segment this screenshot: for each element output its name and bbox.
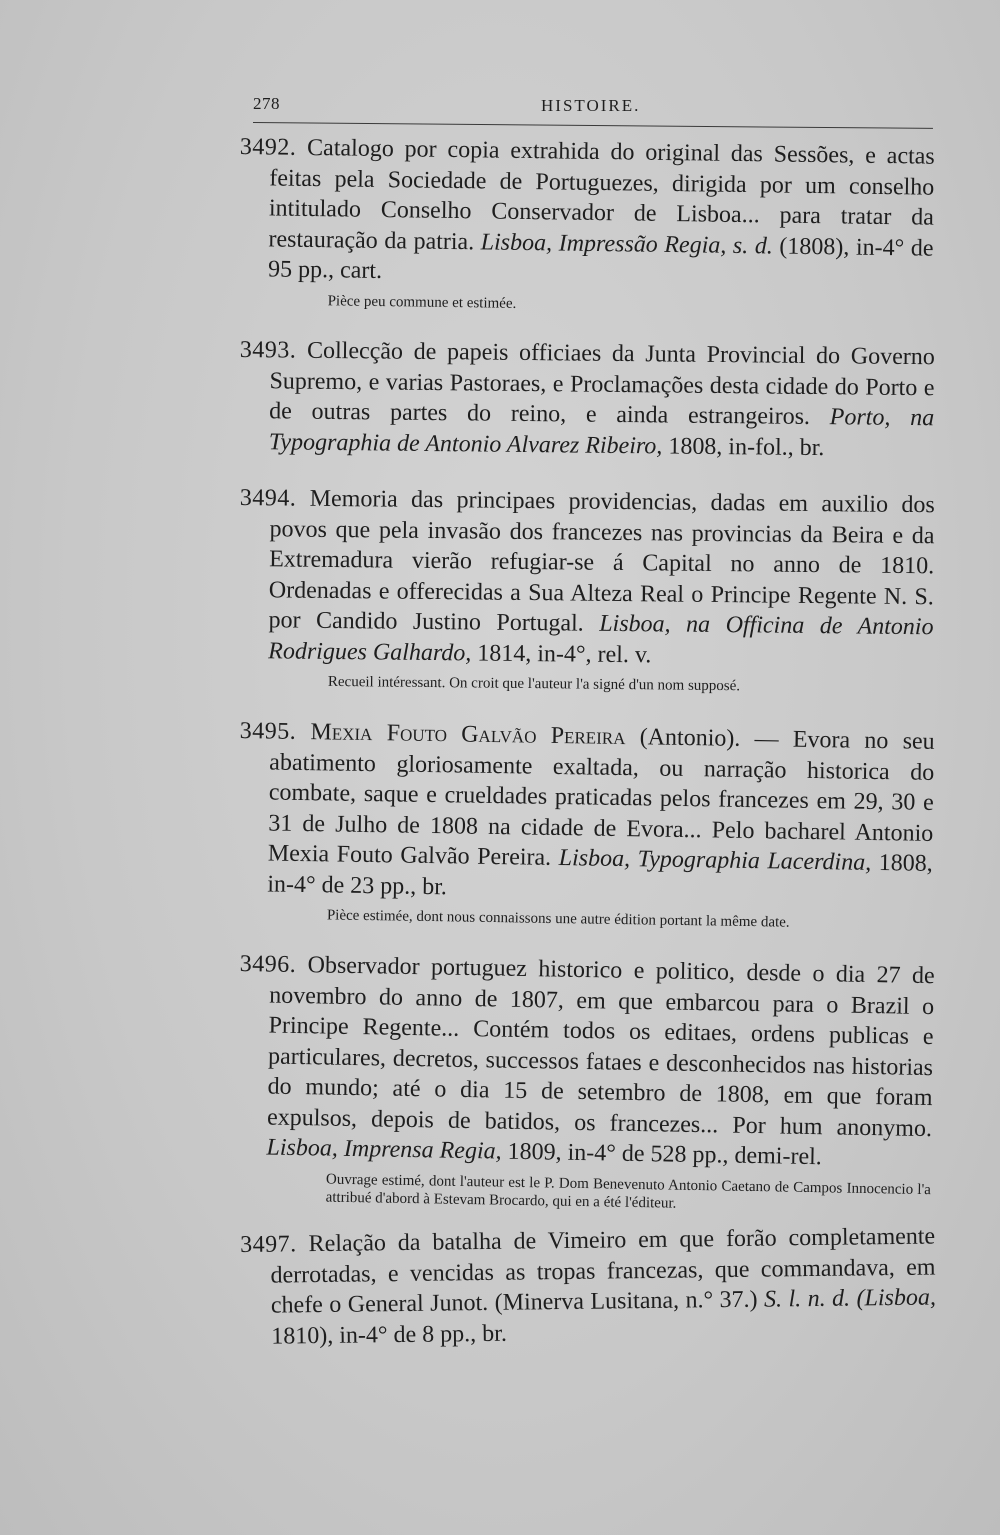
catalog-entry-3493 — [239, 335, 935, 464]
entry-note: Pièce estimée, dont nous connaissons une autre édition portant la même date. — [326, 906, 790, 931]
entry-imprint: Lisboa, Typographia Lacerdina, — [558, 844, 872, 876]
entry-number: 3496. — [239, 950, 297, 978]
entry-collation: (1808), in-4° de 95 pp., cart. — [267, 232, 934, 284]
entry-note: Pièce peu commune et estimée. — [327, 292, 517, 312]
entry-imprint: Lisboa, Imprensa Regia, — [266, 1133, 502, 1165]
entry-number: 3497. — [240, 1231, 297, 1258]
header-rule — [253, 122, 933, 129]
entry-text: Relação da batalha de Vimeiro em que forão completamente derrotadas, e vencidas as tropas francezas, que commandava, em chefe o General Junot. (Minerva Lusitana, n.° 37.) — [270, 1223, 936, 1319]
entry-imprint: Lisboa, na Officina de Antonio Rodrigues Galhardo, — [268, 610, 934, 666]
catalog-entries — [240, 132, 935, 1352]
catalog-entry-3494 — [238, 483, 935, 697]
running-head: HISTOIRE. — [541, 96, 641, 115]
entry-author: Mexia Fouto Galvão Pereira — [296, 718, 626, 750]
entry-text: Collecção de papeis officiaes da Junta Provincial do Governo Supremo, e varias Pastoraes, e Proclamações desta cidade do Porto e de outras partes do reino, e ainda estrangeiros. — [269, 337, 935, 430]
entry-text: Catalogo por copia extrahida do original das Sessões, e actas feitas pela Sociedade de Portuguezes, dirigida por um conselho intitulado Conselho Conservador de Lisboa... para tratar da restauração da patria. — [268, 134, 935, 255]
entry-number: 3495. — [239, 717, 297, 745]
entry-collation: 1808, in-fol., br. — [662, 432, 825, 461]
entry-imprint: Lisboa, Impressão Regia, s. d. — [480, 228, 774, 259]
page-number: 278 — [253, 94, 280, 113]
entry-collation: 1808, in-4° de 23 pp., br. — [267, 849, 933, 900]
entry-number: 3492. — [239, 133, 297, 161]
entry-collation: 1814, in-4°, rel. v. — [471, 639, 652, 668]
entry-number: 3493. — [239, 336, 297, 364]
entry-collation: 1809, in-4° de 528 pp., demi-rel. — [501, 1138, 822, 1170]
page-header — [253, 94, 933, 124]
catalog-entry-3496 — [236, 949, 935, 1217]
catalog-entry-3497 — [240, 1222, 936, 1352]
entry-number: 3494. — [239, 484, 297, 512]
catalog-entry-3495 — [237, 716, 935, 934]
entry-imprint: S. l. n. d. (Lisboa, — [763, 1284, 937, 1313]
entry-text: (Antonio). — Evora no seu abatimento gloriosamente exaltada, ou narração historica do combate, saque e crueldades praticadas pelos francezes em 29, 30 e 31 de Julho de 1808 na cidade de Evora... Pelo bacharel Antonio Mexia Fouto Galvão Pereira. — [267, 723, 935, 871]
entry-imprint: Porto, na Typographia de Antonio Alvarez Ribeiro, — [268, 403, 935, 459]
entry-note: Ouvrage estimé, dont l'auteur est le P. Dom Benevenuto Antonio Caetano de Campos Innocencio l'a attribué d'abord à Estevam Brocardo, qui en a été l'éditeur. — [325, 1170, 932, 1211]
entry-collation: 1810), in-4° de 8 pp., br. — [271, 1320, 508, 1350]
entry-note: Recueil intéressant. On croit que l'auteur l'a signé d'un nom supposé. — [327, 673, 741, 694]
catalog-entry-3492 — [238, 132, 935, 318]
entry-text: Observador portuguez historico e politico, desde o dia 27 de novembro do anno de 1807, em que embarcou para o Brazil o Principe Regente... Contém todos os editaes, ordens publicas e particulares, decretos, successos fataes e desconhecidos nas historias do mundo; até o dia 15 de setembro de 1808, em que foram expulsos, depois de batidos, os francezes... Por hum anonymo. — [266, 951, 935, 1142]
entry-text: Memoria das principaes providencias, dadas em auxilio dos povos que pela invasão dos francezes nas provincias da Beira e da Extremadura vierão refugiar-se á Capital no anno de 1810. Ordenadas e offerecidas a Sua Alteza Real o Principe Regente N. S. por Candido Justino Portugal. — [268, 485, 935, 637]
